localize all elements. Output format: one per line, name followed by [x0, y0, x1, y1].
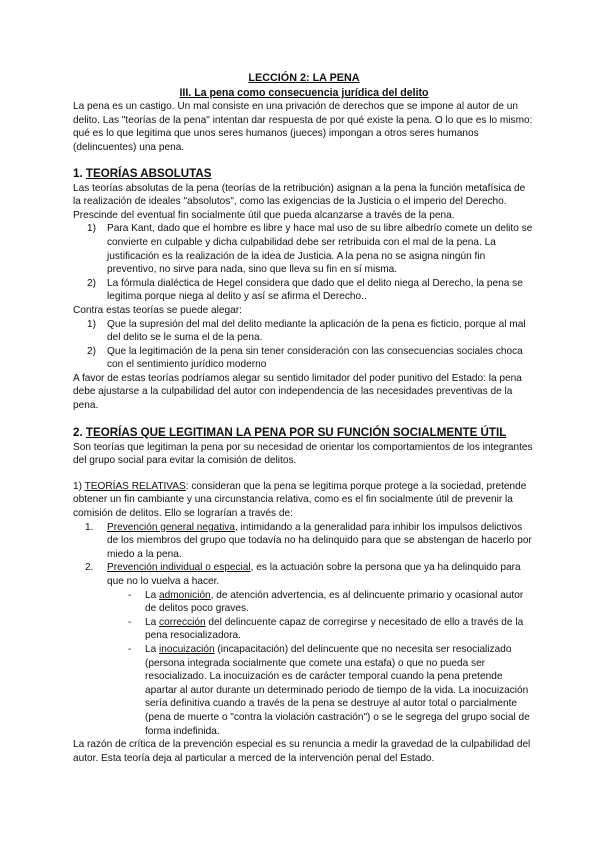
- lesson-title: LECCIÓN 2: LA PENA: [248, 72, 360, 84]
- relative-text: : consideran que la pena se legitima porque protege a la sociedad, pretende obtener un fin cambiante y una circunstancia relativa, como es el fin socialmente útil de prevenir la comisión de delitos. Ello se lograrían a través de:: [73, 480, 527, 520]
- favor-paragraph: A favor de estas teorías podríamos alegar su sentido limitador del poder punitivo del Estado: la pena debe ajustarse a la culpabilidad del autor con independencia de las necesidades preventivas de la pena.: [73, 372, 522, 412]
- list-item-text: Para Kant, dado que el hombre es libre y hace mal uso de su libre albedrío comete un delito se convierte en culpable y dicha culpabilidad debe ser retribuida con el mal de la pena. La justificación es la realización de la idea de Justicia. A la pena no se asigna ningún fin preventivo, no sirve para nada, sino que lleva su fin en sí misma.: [107, 223, 533, 276]
- list-item-text: (incapacitación) del delincuente que no necesita ser resocializado (persona integrada socialmente que comete una estafa) o que no pueda ser resocializado. La inocuización es de carácter temporal cuando la pena pretende apartar al autor durante un determinado periodo de tiempo de la vida. La inocuización sería definitiva cuando a través de la pena se destruye al autor total o parcialmente (pena de muerte o "contra la violación castración") o se le segrega del grupo social de forma indefinida.: [145, 643, 530, 737]
- list-item-text: del delincuente capaz de corregirse y necesitado de ello a través de la pena resocializadora.: [145, 616, 524, 642]
- list-item: [73, 521, 535, 562]
- against-list: [73, 318, 535, 372]
- list-item: [73, 589, 535, 616]
- list-item-text: , intimidando a la generalidad para inhibir los impulsos delictivos de los miembros del grupo que todavía no ha delinquido para que se abstengan de hacerlo por miedo a la pena.: [107, 521, 532, 560]
- list-item: [73, 643, 535, 738]
- list-item: [73, 318, 535, 345]
- list-item-number: 1.: [85, 521, 94, 533]
- absolute-theories-list: [73, 222, 535, 304]
- relative-theories-paragraph: [73, 480, 535, 521]
- list-item-term: Prevención general negativa: [107, 521, 235, 533]
- list-item-term: inocuización: [159, 643, 215, 655]
- list-item-dash: -: [128, 616, 132, 628]
- list-item-prefix: La: [145, 643, 160, 655]
- critique-paragraph: La razón de crítica de la prevención especial es su renuncia a medir la gravedad de la culpabilidad del autor. Esta teoría deja al particular a merced de la intervención penal del Estado.: [73, 739, 531, 764]
- list-item-term: Prevención individual o especial: [107, 562, 251, 574]
- list-item-text: , de atención advertencia, es al delincuente primario y ocasional autor de delitos poco graves.: [145, 589, 524, 615]
- prevention-list: [73, 521, 535, 589]
- list-item-number: 1): [87, 223, 96, 235]
- list-item-prefix: La: [145, 616, 160, 628]
- against-paragraph: Contra estas teorías se puede alegar:: [73, 304, 242, 316]
- document-content: [73, 72, 535, 765]
- list-item-number: 1): [87, 318, 96, 330]
- list-item: [73, 222, 535, 276]
- relative-term: TEORÍAS RELATIVAS: [84, 480, 186, 492]
- list-item-text: Que la legitimación de la pena sin tener consideración con las consecuencias sociales choca con el sentimiento jurídico moderno: [107, 345, 523, 371]
- list-item-number: 2): [87, 277, 96, 289]
- list-item: [73, 561, 535, 588]
- list-item-dash: -: [128, 589, 132, 601]
- section-2-number: 2.: [73, 425, 83, 439]
- list-item-number: 2.: [85, 562, 94, 574]
- relative-number: 1): [73, 480, 82, 492]
- list-item-term: admonición: [159, 589, 211, 601]
- list-item: [73, 277, 535, 304]
- list-item: [73, 345, 535, 372]
- section-1-heading: [73, 167, 535, 181]
- list-item-number: 2): [87, 345, 96, 357]
- list-item-text: Que la supresión del mal del delito mediante la aplicación de la pena es ficticio, porque al mal del delito se le suma el de la pena.: [107, 318, 526, 344]
- list-item: [73, 616, 535, 643]
- special-prevention-list: [73, 589, 535, 739]
- section-1-intro: Las teorías absolutas de la pena (teorías de la retribución) asignan a la pena la función metafísica de la realización de ideales "absolutos", como las exigencias de la Justicia o el imperio del Derecho. Prescinde del eventual fin socialmente útil que pueda alcanzarse a través de la pena.: [73, 182, 526, 221]
- section-2-title: TEORÍAS QUE LEGITIMAN LA PENA POR SU FUNCIÓN SOCIALMENTE ÚTIL: [85, 425, 507, 439]
- lesson-subtitle: III. La pena como consecuencia jurídica del delito: [179, 86, 429, 99]
- section-1-number: 1.: [73, 166, 83, 180]
- list-item-text: , es la actuación sobre la persona que ya ha delinquido para que no lo vuelva a hacer.: [107, 562, 521, 587]
- list-item-term: corrección: [159, 616, 206, 628]
- list-item-dash: -: [128, 643, 132, 655]
- list-item-prefix: La: [145, 589, 160, 601]
- list-item-text: La fórmula dialéctica de Hegel considera que dado que el delito niega al Derecho, la pena se legitima porque niega al delito y así se afirma el Derecho..: [107, 277, 523, 303]
- intro-paragraph: La pena es un castigo. Un mal consiste en una privación de derechos que se impone al autor de un delito. Las "teorías de la pena" intentan dar respuesta de por qué existe la pena. O lo que es lo mismo: qué es lo que legitima que unos seres humanos (jueces) impongan a otros seres humanos (delincuentes) una pena.: [73, 101, 533, 153]
- section-1-title: TEORÍAS ABSOLUTAS: [85, 166, 212, 180]
- section-2-heading: [73, 426, 535, 440]
- section-2-intro: Son teorías que legitiman la pena por su necesidad de orientar los comportamientos de los integrantes del grupo social para evitar la comisión de delitos.: [73, 441, 533, 467]
